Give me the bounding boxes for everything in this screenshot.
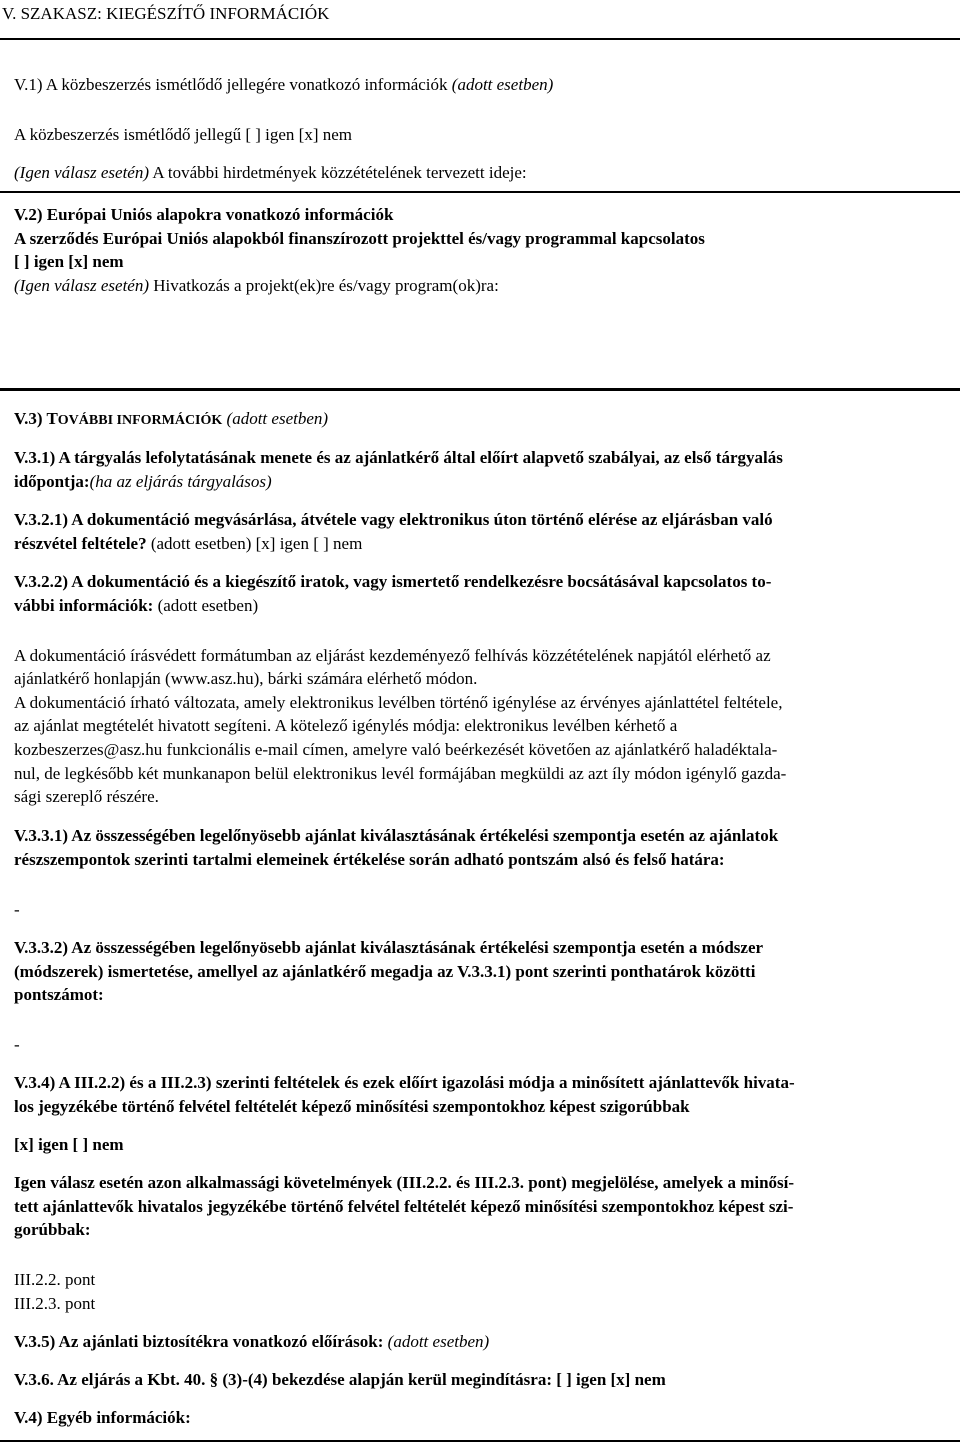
v322-line2 — [14, 595, 258, 617]
v4-title: V.4) Egyéb információk: — [14, 1408, 191, 1427]
pont-line: III.2.2. pont — [14, 1270, 96, 1289]
v2-title: V.2) Európai Uniós alapokra vonatkozó információk — [14, 205, 394, 224]
v1-line2-text: A további hirdetmények közzétételének tervezett ideje: — [152, 163, 527, 182]
v321-note: (adott esetben) [x] igen [ ] nem — [150, 534, 363, 553]
v34-line1: V.3.4) A III.2.2) és a III.2.3) szerinti feltételek és ezek előírt igazolási módja a minősített ajánlattevők hivata- — [14, 1073, 795, 1092]
body-line: A dokumentáció írásvédett formátumban az eljárást kezdeményező felhívás közzétételének napjától elérhető az — [14, 646, 771, 665]
v322-note: (adott esetben) — [157, 596, 259, 615]
pont-line: III.2.3. pont — [14, 1294, 96, 1313]
v36-line: V.3.6. Az eljárás a Kbt. 40. § (3)-(4) bekezdése alapján kerül megindításra: [ ] igen [x] nem — [14, 1370, 666, 1389]
v332-line3: pontszámot: — [14, 985, 104, 1004]
v3-title-b: OVÁBBI INFORMÁCIÓK — [57, 413, 223, 428]
v2-line3 — [14, 275, 499, 297]
dash: - — [14, 900, 20, 919]
divider — [0, 191, 960, 193]
v1-title-note: (adott esetben) — [451, 75, 554, 94]
v1-title-text: V.1) A közbeszerzés ismétlődő jellegére vonatkozó információk — [14, 75, 448, 94]
v321-label: részvétel feltétele? — [14, 534, 147, 553]
v34-answer: [x] igen [ ] nem — [14, 1135, 124, 1154]
v35-line — [14, 1331, 489, 1353]
dash: - — [14, 1035, 20, 1054]
v3-title-a: V.3) T — [14, 409, 58, 428]
divider — [0, 1440, 960, 1442]
v1-title — [14, 74, 553, 96]
body-line: sági szereplő részére. — [14, 787, 159, 806]
v35-note: (adott esetben) — [387, 1332, 490, 1351]
body-line: ajánlatkérő honlapján (www.asz.hu), bárki számára elérhető módon. — [14, 669, 478, 688]
v2-line2: [ ] igen [x] nem — [14, 252, 124, 271]
v31-line2 — [14, 471, 272, 493]
v34-line2: los jegyzékébe történő felvétel feltételét képező minősítési szempontokhoz képest szigorúbbak — [14, 1097, 690, 1116]
v321-line1: V.3.2.1) A dokumentáció megvásárlása, átvétele vagy elektronikus úton történő elérése az eljárásban való — [14, 510, 773, 529]
v332-line1: V.3.3.2) Az összességében legelőnyösebb ajánlat kiválasztásának értékelési szempontja esetén a módszer — [14, 938, 764, 957]
v2-line1: A szerződés Európai Uniós alapokból finanszírozott projekttel és/vagy programmal kapcsolatos — [14, 229, 705, 248]
v31-line1: V.3.1) A tárgyalás lefolytatásának menete és az ajánlatkérő által előírt alapvető szabályai, az első tárgyalás — [14, 448, 783, 467]
body-line: A dokumentáció írható változata, amely elektronikus levélben történő igénylése az érvényes ajánlattétel feltétele, — [14, 693, 783, 712]
v332-line2: (módszerek) ismertetése, amellyel az ajánlatkérő megadja az V.3.3.1) pont szerinti ponthatárok közötti — [14, 962, 756, 981]
v1-line2 — [14, 162, 527, 184]
igen-line1: Igen válasz esetén azon alkalmassági követelmények (III.2.2. és III.2.3. pont) megjelölése, amelyek a minősí- — [14, 1173, 795, 1192]
v3-title — [14, 408, 328, 432]
v331-line1: V.3.3.1) Az összességében legelőnyösebb ajánlat kiválasztásának értékelési szempontja esetén az ajánlatok — [14, 826, 779, 845]
igen-line2: tett ajánlattevők hivatalos jegyzékébe történő felvétel feltételét képező minősítési szempontokhoz képest szi- — [14, 1197, 794, 1216]
v1-line1: A közbeszerzés ismétlődő jellegű [ ] igen [x] nem — [14, 125, 352, 144]
divider — [0, 38, 960, 40]
v2-line3-prefix: (Igen válasz esetén) — [14, 276, 150, 295]
v331-line2: részszempontok szerinti tartalmi elemeinek értékelése során adható pontszám alsó és felső határa: — [14, 850, 725, 869]
section-title: V. SZAKASZ: KIEGÉSZÍTŐ INFORMÁCIÓK — [2, 4, 330, 23]
body-line: az ajánlat megtételét hivatott segíteni. A kötelező igénylés módja: elektronikus levélben kérhető a — [14, 716, 678, 735]
v1-line2-prefix: (Igen válasz esetén) — [14, 163, 150, 182]
v322-label: vábbi információk: — [14, 596, 154, 615]
v2-line3-text: Hivatkozás a projekt(ek)re és/vagy program(ok)ra: — [153, 276, 499, 295]
igen-line3: gorúbbak: — [14, 1220, 91, 1239]
v3-title-note: (adott esetben) — [226, 409, 329, 428]
v321-line2 — [14, 533, 362, 555]
v31-note: (ha az eljárás tárgyalásos) — [89, 472, 272, 491]
body-line: kozbeszerzes@asz.hu funkcionális e-mail címen, amelyre való beérkezését követően az ajánlatkérő haladéktala- — [14, 740, 778, 759]
divider — [0, 388, 960, 391]
v31-label: időpontja: — [14, 472, 90, 491]
body-line: nul, de legkésőbb két munkanapon belül elektronikus levél formájában megküldi az azt íly módon igénylő gazda- — [14, 764, 787, 783]
v35-label: V.3.5) Az ajánlati biztosítékra vonatkozó előírások: — [14, 1332, 384, 1351]
v322-line1: V.3.2.2) A dokumentáció és a kiegészítő iratok, vagy ismertető rendelkezésre bocsátásával kapcsolatos to- — [14, 572, 772, 591]
